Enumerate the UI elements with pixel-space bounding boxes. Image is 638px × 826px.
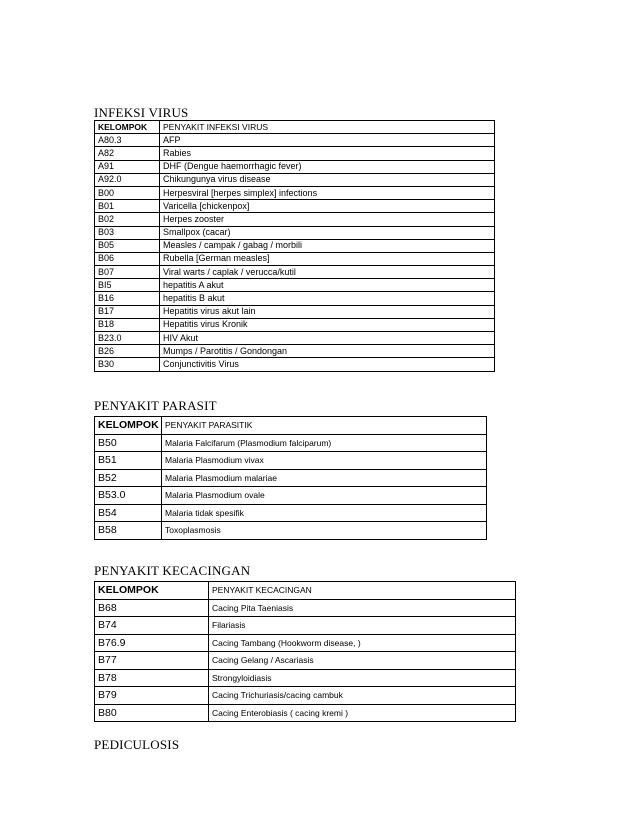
penyakit-cell: AFP xyxy=(160,134,495,147)
section-title-pediculosis: PEDICULOSIS xyxy=(94,737,180,752)
table-row xyxy=(95,452,487,470)
penyakit-cell: Cacing Pita Taeniasis xyxy=(209,599,516,617)
table-row xyxy=(95,434,487,452)
table-penyakit-kecacingan xyxy=(94,581,516,722)
kelompok-cell: B17 xyxy=(95,305,160,318)
table-header-row xyxy=(95,582,516,600)
penyakit-cell: Varicella [chickenpox] xyxy=(160,200,495,213)
kelompok-cell: A80.3 xyxy=(95,134,160,147)
table-row xyxy=(95,332,495,345)
kelompok-cell: B05 xyxy=(95,239,160,252)
penyakit-cell: Chikungunya virus disease xyxy=(160,173,495,186)
table-row xyxy=(95,318,495,331)
penyakit-cell: Hepatitis virus akut lain xyxy=(160,305,495,318)
kelompok-cell: A92.0 xyxy=(95,173,160,186)
table-row xyxy=(95,358,495,371)
penyakit-cell: PENYAKIT PARASITIK xyxy=(162,417,487,435)
penyakit-cell: Rubella [German measles] xyxy=(160,252,495,265)
table-row xyxy=(95,704,516,722)
table-row xyxy=(95,345,495,358)
kelompok-cell: B80 xyxy=(95,704,209,722)
penyakit-cell: hepatitis A akut xyxy=(160,279,495,292)
table-row xyxy=(95,213,495,226)
table-row xyxy=(95,634,516,652)
kelompok-cell: B52 xyxy=(95,469,162,487)
kelompok-cell: B53.0 xyxy=(95,487,162,505)
table-row xyxy=(95,200,495,213)
table-row xyxy=(95,305,495,318)
table-infeksi-virus xyxy=(94,120,495,372)
table-row xyxy=(95,687,516,705)
kelompok-cell: B07 xyxy=(95,266,160,279)
penyakit-cell: Cacing Tambang (Hookworm disease, ) xyxy=(209,634,516,652)
kelompok-cell: B26 xyxy=(95,345,160,358)
table-row xyxy=(95,469,487,487)
kelompok-cell: B16 xyxy=(95,292,160,305)
kelompok-cell: A91 xyxy=(95,160,160,173)
kelompok-cell: B78 xyxy=(95,669,209,687)
kelompok-cell: B18 xyxy=(95,318,160,331)
table-row xyxy=(95,292,495,305)
kelompok-cell: B00 xyxy=(95,186,160,199)
table-row xyxy=(95,279,495,292)
section-title-penyakit-parasit: PENYAKIT PARASIT xyxy=(94,398,217,413)
penyakit-cell: DHF (Dengue haemorrhagic fever) xyxy=(160,160,495,173)
kelompok-cell: B54 xyxy=(95,504,162,522)
penyakit-cell: Measles / campak / gabag / morbili xyxy=(160,239,495,252)
kelompok-cell: B76.9 xyxy=(95,634,209,652)
table-row xyxy=(95,617,516,635)
table-header-row xyxy=(95,121,495,134)
kelompok-cell: B50 xyxy=(95,434,162,452)
penyakit-cell: Malaria tidak spesifik xyxy=(162,504,487,522)
kelompok-cell: B23.0 xyxy=(95,332,160,345)
penyakit-cell: Herpesviral [herpes simplex] infections xyxy=(160,186,495,199)
penyakit-cell: Conjunctivitis Virus xyxy=(160,358,495,371)
table-row xyxy=(95,252,495,265)
penyakit-cell: Toxoplasmosis xyxy=(162,522,487,540)
penyakit-cell: Malaria Plasmodium ovale xyxy=(162,487,487,505)
penyakit-cell: Cacing Enterobiasis ( cacing kremi ) xyxy=(209,704,516,722)
table-row xyxy=(95,522,487,540)
section-title-penyakit-kecacingan: PENYAKIT KECACINGAN xyxy=(94,563,251,578)
kelompok-cell: B03 xyxy=(95,226,160,239)
table-row xyxy=(95,652,516,670)
kelompok-cell: B01 xyxy=(95,200,160,213)
penyakit-cell: Cacing Gelang / Ascariasis xyxy=(209,652,516,670)
penyakit-cell: Malaria Plasmodium vivax xyxy=(162,452,487,470)
kelompok-cell: A82 xyxy=(95,147,160,160)
penyakit-cell: PENYAKIT INFEKSI VIRUS xyxy=(160,121,495,134)
kelompok-cell: B06 xyxy=(95,252,160,265)
table-row xyxy=(95,134,495,147)
penyakit-cell: Malaria Falcifarum (Plasmodium falciparum) xyxy=(162,434,487,452)
table-header-row xyxy=(95,417,487,435)
kelompok-cell: B30 xyxy=(95,358,160,371)
penyakit-cell: Viral warts / caplak / verucca/kutil xyxy=(160,266,495,279)
kelompok-cell: B58 xyxy=(95,522,162,540)
table-row xyxy=(95,504,487,522)
penyakit-cell: Cacing Trichuriasis/cacing cambuk xyxy=(209,687,516,705)
table-row xyxy=(95,173,495,186)
kelompok-cell: B51 xyxy=(95,452,162,470)
section-title-infeksi-virus: INFEKSI VIRUS xyxy=(94,105,189,120)
penyakit-cell: Hepatitis virus Kronik xyxy=(160,318,495,331)
penyakit-cell: Malaria Plasmodium malariae xyxy=(162,469,487,487)
kelompok-cell: B02 xyxy=(95,213,160,226)
kelompok-cell: KELOMPOK xyxy=(95,582,209,600)
kelompok-cell: B74 xyxy=(95,617,209,635)
table-row xyxy=(95,669,516,687)
table-row xyxy=(95,147,495,160)
penyakit-cell: Smallpox (cacar) xyxy=(160,226,495,239)
table-row xyxy=(95,266,495,279)
penyakit-cell: HIV Akut xyxy=(160,332,495,345)
table-row xyxy=(95,160,495,173)
penyakit-cell: Strongyloidiasis xyxy=(209,669,516,687)
kelompok-cell: KELOMPOK xyxy=(95,417,162,435)
table-row xyxy=(95,186,495,199)
kelompok-cell: B77 xyxy=(95,652,209,670)
penyakit-cell: hepatitis B akut xyxy=(160,292,495,305)
table-penyakit-parasit xyxy=(94,416,487,540)
table-row xyxy=(95,239,495,252)
kelompok-cell: BI5 xyxy=(95,279,160,292)
table-row xyxy=(95,599,516,617)
penyakit-cell: Filariasis xyxy=(209,617,516,635)
penyakit-cell: Mumps / Parotitis / Gondongan xyxy=(160,345,495,358)
kelompok-cell: KELOMPOK xyxy=(95,121,160,134)
table-row xyxy=(95,487,487,505)
table-row xyxy=(95,226,495,239)
penyakit-cell: Rabies xyxy=(160,147,495,160)
penyakit-cell: Herpes zooster xyxy=(160,213,495,226)
penyakit-cell: PENYAKIT KECACINGAN xyxy=(209,582,516,600)
kelompok-cell: B68 xyxy=(95,599,209,617)
kelompok-cell: B79 xyxy=(95,687,209,705)
